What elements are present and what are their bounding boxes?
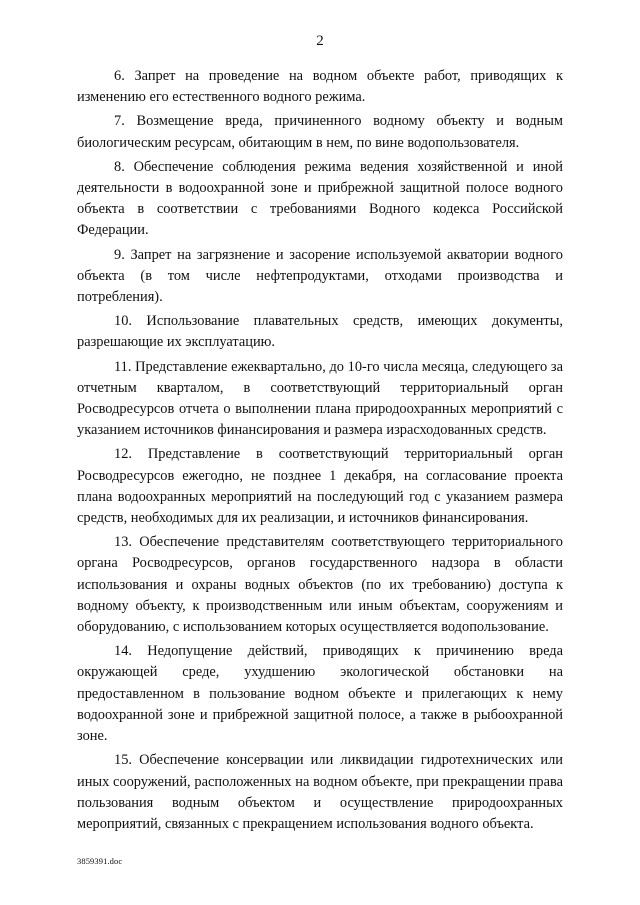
clause-8: 8. Обеспечение соблюдения режима ведения хозяйственной и иной деятельности в водоохранной зоне и прибрежной защитной полосе водного объекта в соответствии с требованиями Водного кодекса Российской Федерации. (77, 158, 563, 239)
document-file-id: 3859391.doc (77, 856, 123, 866)
clause-13: 13. Обеспечение представителям соответствующего территориального органа Росводресурсов, органов государственного надзора в области использования и охраны водных объектов (по их требованию) доступа к водному объекту, к производственным или иным объектам, сооружениям и оборудованию, с использованием которых осуществляется водопользование. (77, 534, 563, 636)
clause-6: 6. Запрет на проведение на водном объекте работ, приводящих к изменению его естественного водного режима. (77, 68, 563, 106)
clause-14: 14. Недопущение действий, приводящих к причинению вреда окружающей среде, ухудшению экологической обстановки на предоставленном в пользование водном объекте и прилегающих к нему водоохранной зоне и прибрежной защитной полосе, а также в рыбоохранной зоне. (77, 643, 563, 745)
clause-10: 10. Использование плавательных средств, имеющих документы, разрешающие их эксплуатацию. (77, 313, 563, 351)
page-number: 2 (316, 33, 324, 49)
clause-9: 9. Запрет на загрязнение и засорение используемой акватории водного объекта (в том числе нефтепродуктами, отходами производства и потребления). (77, 246, 563, 306)
clause-11: 11. Представление ежеквартально, до 10-го числа месяца, следующего за отчетным кварталом, в соответствующий территориальный орган Росводресурсов отчета о выполнении плана природоохранных мероприятий с указанием источников финансирования и размера израсходованных средств. (77, 358, 563, 439)
document-body (77, 66, 563, 838)
clause-15: 15. Обеспечение консервации или ликвидации гидротехнических или иных сооружений, расположенных на водном объекте, при прекращении права пользования водным объектом и осуществление природоохранных мероприятий, связанных с прекращением использования водного объекта. (77, 752, 563, 832)
clause-12: 12. Представление в соответствующий территориальный орган Росводресурсов ежегодно, не позднее 1 декабря, на согласование проекта плана водоохранных мероприятий на последующий год с указанием размера средств, необходимых для их реализации, и источников финансирования. (77, 446, 563, 527)
clause-7: 7. Возмещение вреда, причиненного водному объекту и водным биологическим ресурсам, обитающим в нем, по вине водопользователя. (77, 113, 563, 151)
